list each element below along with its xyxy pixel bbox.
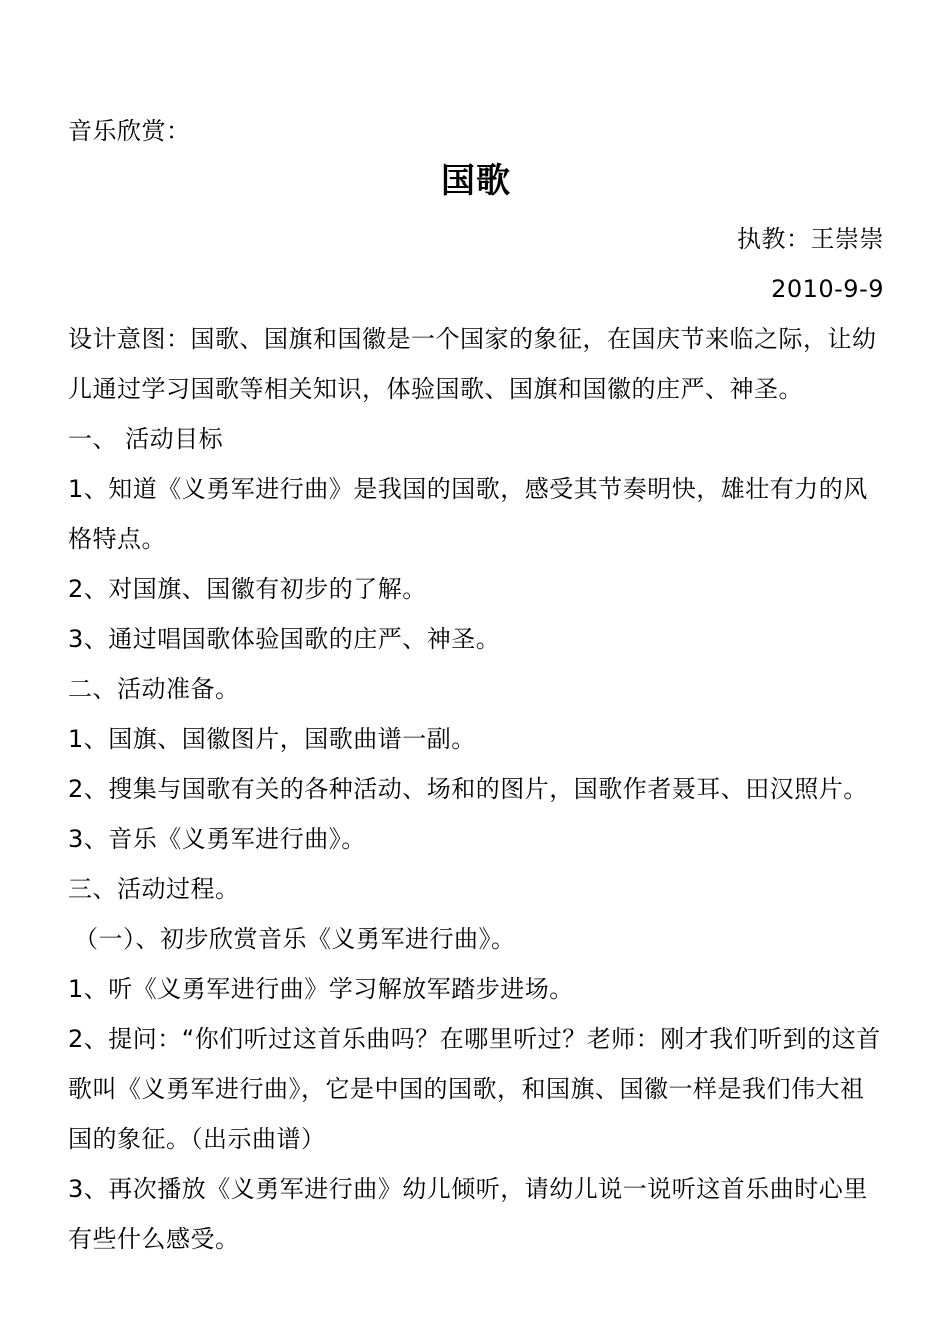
goal-item-3: 3、通过唱国歌体验国歌的庄严、神圣。	[68, 625, 501, 653]
prep-item-1: 1、国旗、国徽图片，国歌曲谱一副。	[68, 725, 476, 753]
category-label: 音乐欣赏：	[68, 117, 191, 145]
process-item-1: 1、听《义勇军进行曲》学习解放军踏步进场。	[68, 975, 574, 1003]
section-heading-preparation: 二、活动准备。	[68, 675, 240, 703]
date-line: 2010-9-9	[771, 275, 884, 303]
teacher-line: 执教：王崇崇	[737, 225, 884, 253]
process-item-3: 3、再次播放《义勇军进行曲》幼儿倾听，请幼儿说一说听这首乐曲时心里有些什么感受。	[68, 1175, 868, 1253]
process-item-2: 2、提问：“你们听过这首乐曲吗？在哪里听过？老师：刚才我们听到的这首歌叫《义勇军进行曲》，它是中国的国歌，和国旗、国徽一样是我们伟大祖国的象征。（出示曲谱）	[68, 1025, 881, 1153]
section-heading-process: 三、活动过程。	[68, 875, 240, 903]
design-intent-paragraph: 设计意图：国歌、国旗和国徽是一个国家的象征，在国庆节来临之际，让幼儿通过学习国歌等相关知识，体验国歌、国旗和国徽的庄严、神圣。	[68, 325, 877, 403]
document-title: 国歌	[441, 161, 511, 201]
prep-item-2: 2、搜集与国歌有关的各种活动、场和的图片，国歌作者聂耳、田汉照片。	[68, 775, 868, 803]
goal-item-1: 1、知道《义勇军进行曲》是我国的国歌，感受其节奏明快，雄壮有力的风格特点。	[68, 475, 868, 553]
prep-item-3: 3、音乐《义勇军进行曲》。	[68, 825, 366, 853]
section-heading-goals: 一、 活动目标	[68, 425, 224, 453]
document-page	[68, 106, 884, 1264]
process-subheading: （一）、初步欣赏音乐《义勇军进行曲》。	[74, 925, 516, 953]
goal-item-2: 2、对国旗、国徽有初步的了解。	[68, 575, 427, 603]
